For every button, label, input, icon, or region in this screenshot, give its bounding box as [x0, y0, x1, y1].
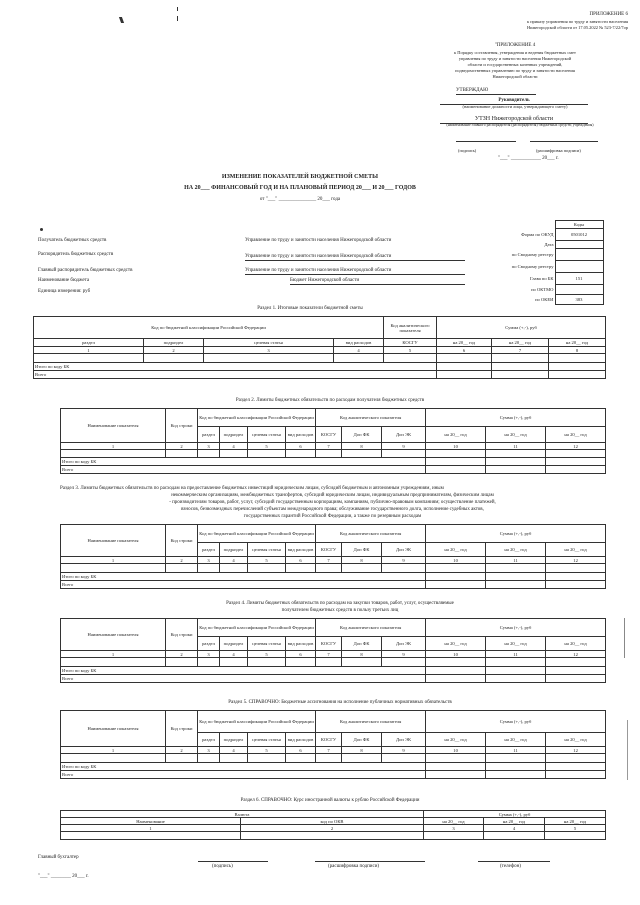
section2-table: Наименование показателя Код строки Код по бюджетной классификации Российской Федерации Код аналитического показателя Сумма (+,-), руб раздел подраздел целевая статья вид расходов КОСГУ Доп ФК Доп ЭК на 20__ год на 20__ год на 20__ год 1 2 3 4 5 6 7 8 9 10 11 12 Итого по коду БК Всего: [60, 408, 606, 474]
s1-sum-header: Сумма (+,-), руб: [437, 317, 606, 339]
s1-kbk-header: Код по бюджетной классификации Российской Федерации: [34, 317, 384, 339]
scan-mark: [40, 228, 43, 231]
section6-table: Валюта Сумма (+,-), руб Наименование код по ОКВ на 20__ год на 20__ год на 20__ год 1 2 3 4 5: [60, 810, 606, 840]
oktmo-code: [555, 285, 603, 295]
okei-code: 383: [555, 295, 603, 305]
scan-mark: [627, 720, 628, 780]
sign-caption: (подпись): [458, 148, 477, 153]
info-label: Наименование бюджета: [38, 278, 90, 283]
section5-table: Наименование показателя Код строки Код по бюджетной классификации Российской Федерации Код аналитического показателя Сумма (+,-), руб раздел подраздел целевая статья вид расходов КОСГУ Доп ФК Доп ЭК на 20__ год на 20__ год на 20__ год 1 2 3 4 5 6 7 8 9 10 11 12 Итого по коду БК Всего: [60, 710, 606, 779]
s1-total-kbk: Итого по коду БК: [34, 363, 437, 371]
appendix-line: Нижегородской области от 17.05.2022 № 523-7/22/7ор: [526, 25, 628, 30]
footer-sign-caption: (подпись): [212, 864, 233, 869]
info-value: Управление по труду и занятости населения Нижегородской области: [245, 268, 465, 275]
footer-phone-line: [478, 860, 550, 862]
section1-title: Раздел 1. Итоговые показатели бюджетной сметы: [257, 306, 363, 311]
footer-phone-caption: (телефон): [500, 864, 521, 869]
sign-line: [456, 140, 516, 142]
approve-date: "___" ____________ 20___ г.: [498, 156, 559, 161]
appendix-label: ПРИЛОЖЕНИЕ 6: [589, 12, 628, 17]
section3-table: Наименование показателя Код строки Код по бюджетной классификации Российской Федерации Код аналитического показателя Сумма (+,-), руб раздел подраздел целевая статья вид расходов КОСГУ Доп ФК Доп ЭК на 20__ год на 20__ год на 20__ год 1 2 3 4 5 6 7 8 9 10 11 12 Итого по коду БК Всего: [60, 524, 606, 589]
date-code: [555, 241, 603, 249]
section5-title: Раздел 5. СПРАВОЧНО: Бюджетные ассигнования на исполнение публичных нормативных обязательств: [228, 700, 452, 705]
info-label: Распорядитель бюджетных средств: [38, 252, 114, 257]
info-label: Единица измерения: руб: [38, 289, 91, 294]
s1-analytic-header: Код аналитического показателя: [384, 317, 437, 339]
section3-title: государственных гарантий Российской Федерации, а также по резервным расходам: [243, 514, 422, 519]
info-value: Управление по труду и занятости населения Нижегородской области: [245, 254, 465, 261]
info-value: Управление по труду и занятости населения Нижегородской области: [245, 238, 392, 243]
info-label: Получатель бюджетных средств: [38, 238, 107, 243]
section4-table: Наименование показателя Код строки Код по бюджетной классификации Российской Федерации Код аналитического показателя Сумма (+,-), руб раздел подраздел целевая статья вид расходов КОСГУ Доп ФК Доп ЭК на 20__ год на 20__ год на 20__ год 1 2 3 4 5 6 7 8 9 10 11 12 Итого по коду БК Всего: [60, 618, 606, 683]
table-row: [61, 450, 606, 458]
footer-date: "___" ________ 20___ г.: [38, 874, 89, 879]
s1-total: Всего: [34, 371, 437, 379]
approve-label: УТВЕРЖДАЮ: [456, 88, 536, 95]
okud-code: 0501012: [555, 229, 603, 241]
table-row: [61, 658, 606, 667]
scan-mark: [624, 618, 625, 658]
section4-title: Раздел 4. Лимиты бюджетных обязательств по расходам на закупки товаров, работ, услуг, осуществляемые: [226, 601, 454, 606]
appendix4-line: Нижегородской области: [492, 74, 538, 79]
table-row: [61, 754, 606, 763]
decode-line: [530, 140, 598, 142]
appendix4-line: управления по труду и занятости населения Нижегородской: [458, 56, 572, 61]
appendix4-line: к Порядку составления, утверждения и ведения бюджетных смет: [454, 50, 576, 55]
footer-decode-line: [315, 860, 425, 862]
org-caption: (наименование главного распорядителя (распорядителя) бюджетных средств; учреждения): [446, 123, 594, 127]
appendix4-line: подведомственных управлению по труду и занятости населения: [455, 68, 575, 73]
section3-title: взносов, безвозмездных перечислений субъектам международного права; обслуживание государственного долга, исполнение судебных актов,: [181, 507, 484, 512]
doc-title-period: НА 20___ ФИНАНСОВЫЙ ГОД И НА ПЛАНОВЫЙ ПЕРИОД 20___ И 20___ ГОДОВ: [184, 185, 416, 191]
info-label: Главный распорядитель бюджетных средств: [38, 268, 133, 273]
section6-title: Раздел 6. СПРАВОЧНО: Курс иностранной валюты к рублю Российской Федерации: [240, 798, 420, 803]
section3-title: некоммерческим организациям, межбюджетных трансфертов, субсидий юридическим лицам, индивидуальным предпринимателям, физическим лицам: [171, 493, 494, 498]
doc-title-date: от "___" _______________ 20___ года: [259, 197, 341, 202]
table-row: [61, 832, 606, 840]
footer-decode-caption: (расшифровка подписи): [328, 864, 380, 869]
section3-title: Раздел 3. Лимиты бюджетных обязательств по расходам на предоставление бюджетных инвестиций юридическим лицам, субсидий бюджетным и автономным учреждениям, иным: [60, 486, 444, 491]
section1-table: Код по бюджетной классификации Российской Федерации Код аналитического показателя Сумма (+,-), руб раздел подраздел целевая статья вид расходов КОСГУ на 20__ год на 20__ год на 20__ год 1 2 3 4 5 6 7 8 Итого по коду БК Всего: [33, 316, 606, 379]
section3-title: - производителям товаров, работ, услуг, субсидий государственным корпорациям, компаниям, публично-правовым компаниям; осуществление платежей,: [169, 500, 496, 505]
scan-mark: [177, 16, 178, 21]
doc-title: ИЗМЕНЕНИЕ ПОКАЗАТЕЛЕЙ БЮДЖЕТНОЙ СМЕТЫ: [221, 174, 379, 180]
head-title: Руководитель: [440, 98, 588, 105]
decode-caption: (расшифровка подписи): [536, 148, 581, 153]
appendix4-label: "ПРИЛОЖЕНИЕ 4: [494, 43, 536, 48]
appendix4-line: области и государственных казенных учреждений,: [467, 62, 563, 67]
table-row: [61, 564, 606, 573]
codes-table: Коды Форма по ОКУД 0501012 Дата по Сводному реестру по Сводному реестру Глава по БК 151 по ОКТМО по ОКЕИ 383: [485, 220, 604, 305]
info-value: Бюджет Нижегородской области: [290, 278, 465, 285]
section2-title: Раздел 2. Лимиты бюджетных обязательств по расходам получателя бюджетных средств: [235, 398, 425, 403]
section4-title: получателем бюджетных средств в пользу третьих лиц: [281, 608, 399, 613]
scan-mark: [177, 7, 178, 11]
s6-currency-header: Валюта: [61, 811, 424, 818]
chapter-code: 151: [555, 273, 603, 285]
org-name: УТЗН Нижегородской области: [440, 116, 588, 124]
scan-mark: [119, 17, 124, 23]
table-row: [34, 354, 606, 363]
footer-sign-line: [198, 860, 268, 862]
head-caption: (наименование должности лица, утверждающего смету): [462, 104, 568, 109]
chief-accountant-label: Главный бухгалтер: [38, 855, 79, 860]
appendix-line: к приказу управления по труду и занятости населения: [526, 19, 628, 24]
codes-header: Коды: [555, 221, 603, 229]
